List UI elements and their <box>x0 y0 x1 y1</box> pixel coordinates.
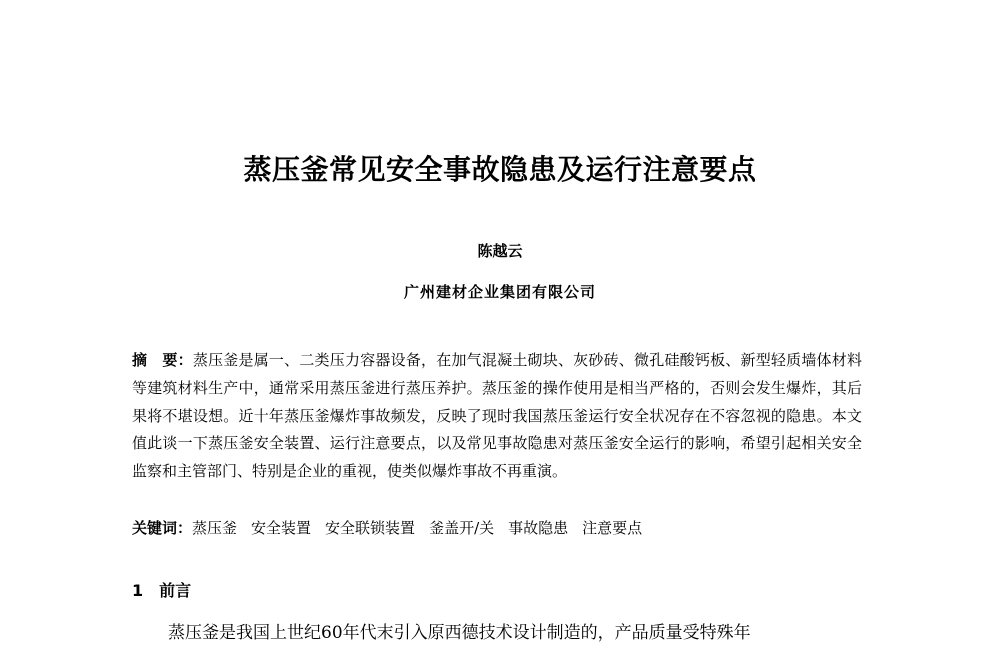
abstract-block <box>132 347 862 486</box>
keyword: 注意要点 <box>582 519 643 537</box>
section-title: 前言 <box>159 581 192 600</box>
paper-affiliation: 广州建材企业集团有限公司 <box>403 283 596 301</box>
abstract-text: 蒸压釜是属一、二类压力容器设备，在加气混凝土砌块、灰砂砖、微孔硅酸钙板、新型轻质墙体材料等建筑材料生产中，通常采用蒸压釜进行蒸压养护。蒸压釜的操作使用是相当严格的，否则会发生爆炸，其后果将不堪设想。近十年蒸压釜爆炸事故频发，反映了现时我国蒸压釜运行安全状况存在不容忽视的隐患。本文值此谈一下蒸压釜安全装置、运行注意要点，以及常见事故隐患对蒸压釜安全运行的影响，希望引起相关安全监察和主管部门、特别是企业的重视，使类似爆炸事故不再重演。 <box>132 351 862 481</box>
keyword: 安全装置 <box>251 519 312 537</box>
body-paragraph-line: 蒸压釜是我国上世纪60年代末引入原西德技术设计制造的，产品质量受特殊年 <box>168 623 751 643</box>
keyword: 釜盖开/关 <box>429 519 495 537</box>
keywords-label: 关键词： <box>132 519 193 537</box>
paper-author: 陈越云 <box>477 242 523 260</box>
abstract-label: 摘 要： <box>132 351 193 369</box>
keyword: 安全联锁装置 <box>325 519 416 537</box>
keywords-block <box>132 514 862 542</box>
section-heading <box>132 577 191 605</box>
paper-title: 蒸压釜常见安全事故隐患及运行注意要点 <box>243 153 757 186</box>
section-number: 1 <box>132 581 144 600</box>
keyword: 蒸压釜 <box>192 519 238 537</box>
keyword: 事故隐患 <box>508 519 569 537</box>
